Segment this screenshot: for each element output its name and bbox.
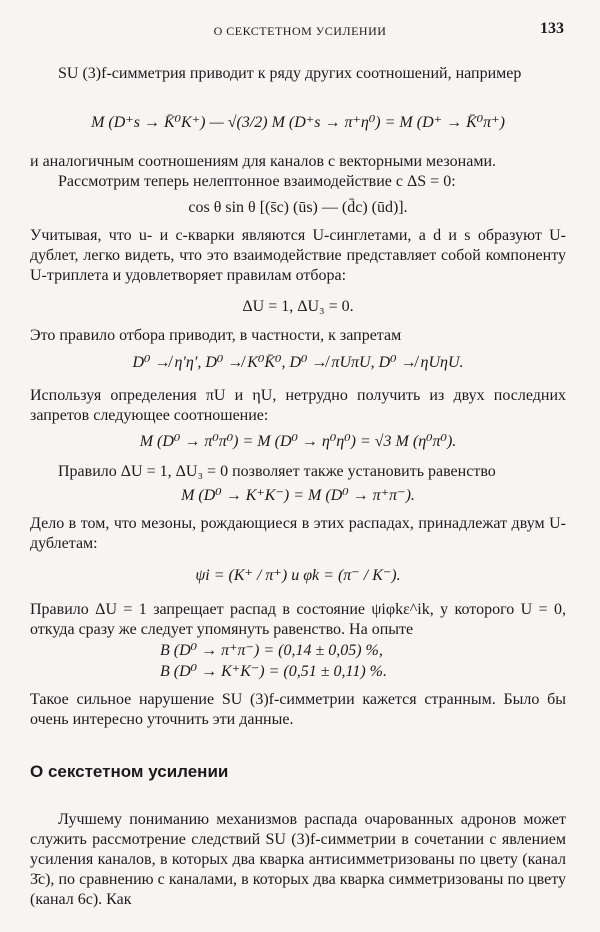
paragraph-violation: Такое сильное нарушение SU (3)f-симметрии кажется странным. Было бы очень интересно уточнить эти данные. xyxy=(30,691,566,728)
paragraph-u-doublets: Дело в том, что мезоны, рождающиеся в этих распадах, принадлежат двум U-дублетам: xyxy=(30,515,566,552)
section-heading: О секстетном усилении xyxy=(30,762,229,781)
paragraph-su3-relations: SU (3)f-симметрия приводит к ряду других соотношений, например xyxy=(58,65,522,82)
paragraph-nonleptonic: Рассмотрим теперь нелептонное взаимодействие с ΔS = 0: xyxy=(58,173,456,190)
running-title: О СЕКСТЕТНОМ УСИЛЕНИИ xyxy=(213,24,387,38)
paragraph-experiment: Правило ΔU = 1 запрещает распад в состояние ψiφkε^ik, у которого U = 0, откуда сразу же следует упомянуть равенство. На опыте xyxy=(30,601,566,638)
formula-kk-pipi: M (D⁰ → K⁺K⁻) = M (D⁰ → π⁺π⁻). xyxy=(181,487,415,504)
paragraph-definitions: Используя определения πU и ηU, нетрудно получить из двух последних запретов следующее соотношение: xyxy=(30,387,566,424)
formula-decay-amplitudes: M (D⁺s → K̄⁰K⁺) — √(3/2) M (D⁺s → π⁺η⁰) = M (D⁺ → K̄⁰π⁺) xyxy=(91,114,505,131)
formula-doublets: ψi = (K⁺ / π⁺) и φk = (π⁻ / K⁻). xyxy=(195,567,401,584)
paragraph-vector-mesons: и аналогичным соотношениям для каналов с векторными мезонами. xyxy=(30,153,497,170)
formula-interaction: cos θ sin θ [(s̄c) (ūs) — (d̄c) (ūd)]. xyxy=(188,199,408,216)
formula-pi0-eta0-relation: M (D⁰ → π⁰π⁰) = M (D⁰ → η⁰η⁰) = √3 M (η⁰π⁰). xyxy=(139,433,457,450)
page-number: 133 xyxy=(540,20,564,37)
paragraph-sextet: Лучшему пониманию механизмов распада очарованных адронов может служить рассмотрение следствий SU (3)f-симметрии в сочетании с явлением усиления каналов, в которых два кварка антисимметризованы по цвету (канал 3̄c), по сравнению с каналами, в которых два кварка симметризованы по цвету (канал 6c). Как xyxy=(30,811,566,908)
paragraph-u-triplet: Учитывая, что u- и c-кварки являются U-синглетами, а d и s образуют U-дублет, легко видеть, что это взаимодействие представляет собой компоненту U-триплета и удовлетворяет правилам отбора: xyxy=(30,227,566,284)
paragraph-rule-equality: Правило ΔU = 1, ΔU₃ = 0 позволяет также установить равенство xyxy=(58,463,496,480)
paragraph-forbidden: Это правило отбора приводит, в частности, к запретам xyxy=(30,327,402,344)
formula-selection-rules: ΔU = 1, ΔU₃ = 0. xyxy=(242,298,354,315)
formula-branching-pipi: B (D⁰ → π⁺π⁻) = (0,14 ± 0,05) %, xyxy=(160,642,383,659)
formula-forbidden-decays: D⁰ ↛ η′η′, D⁰ ↛ K⁰K̄⁰, D⁰ ↛ πUπU, D⁰ ↛ ηUηU. xyxy=(132,354,464,371)
formula-branching-kk: B (D⁰ → K⁺K⁻) = (0,51 ± 0,11) %. xyxy=(160,663,388,680)
